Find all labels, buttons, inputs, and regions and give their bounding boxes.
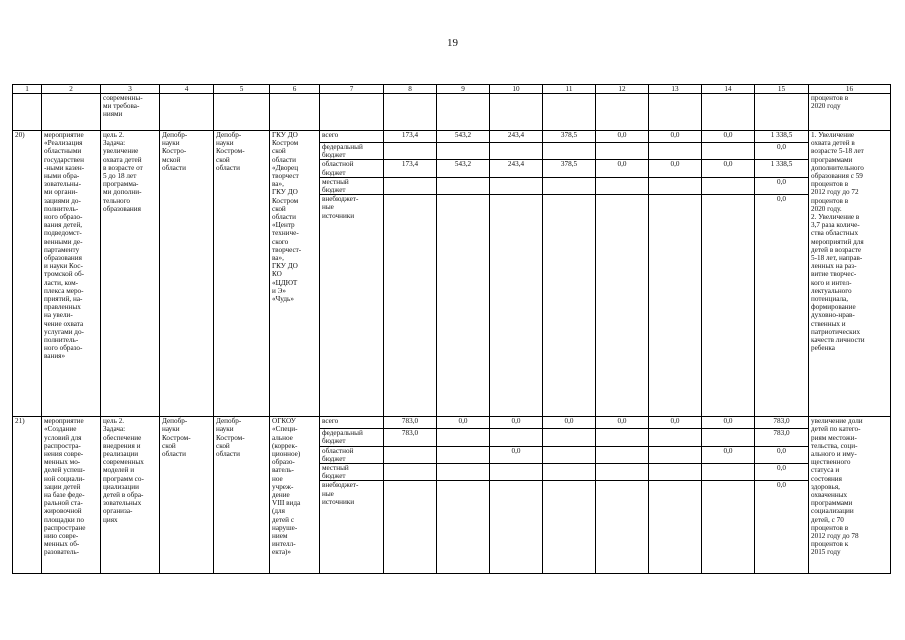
amount-cell: 243,4 [490,131,543,143]
amount-cell [596,143,649,160]
page-number: 19 [447,37,458,49]
funding-source: внебюджет- ные источники [320,481,384,574]
amount-cell [649,481,702,574]
amount-cell [702,429,755,446]
amount-cell [649,464,702,481]
amount-cell: 0,0 [596,160,649,177]
amount-cell [437,143,490,160]
amount-cell [437,177,490,194]
amount-cell [490,464,543,481]
amount-cell: 0,0 [649,160,702,177]
amount-cell [490,195,543,417]
funding-source: областной бюджет [320,160,384,177]
amount-cell: 243,4 [490,160,543,177]
amount-cell: 0,0 [755,195,809,417]
col-header: 3 [101,85,160,94]
coordinator: Депобр- науки Костром- ской области [214,417,270,574]
amount-cell [649,195,702,417]
amount-cell: 543,2 [437,131,490,143]
amount-cell: 783,0 [755,417,809,429]
funding-source: местный бюджет [320,464,384,481]
amount-cell: 0,0 [755,481,809,574]
amount-cell: 0,0 [702,417,755,429]
amount-cell [543,464,596,481]
col-header: 16 [809,85,891,94]
col-header: 14 [702,85,755,94]
amount-cell: 1 338,5 [755,131,809,143]
amount-cell [649,429,702,446]
table-row [13,131,891,417]
amount-cell [649,177,702,194]
amount-cell [596,177,649,194]
amount-cell: 783,0 [384,417,437,429]
col-header: 6 [270,85,320,94]
amount-cell: 783,0 [755,429,809,446]
coordinator: Депобр- науки Костром- ской области [214,131,270,417]
funding-source: всего [320,131,384,143]
amount-cell [702,143,755,160]
amount-cell [384,446,437,463]
amount-cell: 783,0 [384,429,437,446]
task-text: цель 2. Задача: обеспечение внедрения и реализации современных моделей и программ со- циализации детей в обра- зовательных организа- циях [101,417,160,574]
amount-cell [384,195,437,417]
col-header: 15 [755,85,809,94]
amount-cell [437,446,490,463]
amount-cell: 0,0 [543,417,596,429]
amount-cell [384,143,437,160]
amount-cell [649,143,702,160]
amount-cell: 543,2 [437,160,490,177]
amount-cell: 0,0 [702,160,755,177]
amount-cell: 0,0 [437,417,490,429]
measure-name: мероприятие «Создание условий для распростра- нения совре- менных мо- делей успеш- ной социали- зации детей на базе феде- ральной ста- жировочной площадки по распростране нию совре- менных об- разователь- [42,417,101,574]
col-header: 4 [160,85,214,94]
funding-source: всего [320,417,384,429]
executor: Депобр- науки Костром- ской области [160,417,214,574]
amount-cell [596,446,649,463]
amount-cell [437,464,490,481]
amount-cell [490,429,543,446]
amount-cell [437,195,490,417]
amount-cell [490,481,543,574]
amount-cell [384,177,437,194]
amount-cell [384,464,437,481]
carry-task-text: современны- ми требова- ниями [101,94,160,131]
finance-line [13,417,891,429]
amount-cell: 0,0 [596,131,649,143]
amount-cell [702,177,755,194]
measure-name: мероприятие «Реализация областными государствен -ными казен- ными обра- зовательны- ми органи- зациями до- полнитель- ного образо- вания детей, подведомст- венными де- партаменту образования и науки Кос- тромской об- ласти, ком- плекса меро- приятий, на- правленных на увели- чение охвата услугами до- полнитель- ного образо- вания» [42,131,101,417]
funding-source: федеральный бюджет [320,143,384,160]
amount-cell [437,481,490,574]
carry-result-text: процентов в 2020 году [809,94,891,131]
funding-source: внебюджет- ные источники [320,195,384,417]
amount-cell: 0,0 [755,446,809,463]
amount-cell: 0,0 [755,464,809,481]
amount-cell: 0,0 [490,417,543,429]
col-header: 13 [649,85,702,94]
col-header: 10 [490,85,543,94]
amount-cell [596,429,649,446]
carry-over-row [13,94,891,131]
amount-cell: 378,5 [543,131,596,143]
amount-cell: 0,0 [755,177,809,194]
amount-cell: 0,0 [649,131,702,143]
amount-cell: 0,0 [649,417,702,429]
amount-cell [702,195,755,417]
amount-cell: 378,5 [543,160,596,177]
amount-cell: 1 338,5 [755,160,809,177]
amount-cell [543,177,596,194]
amount-cell [543,446,596,463]
amount-cell: 0,0 [490,446,543,463]
amount-cell [543,143,596,160]
col-header: 11 [543,85,596,94]
amount-cell [490,177,543,194]
amount-cell: 0,0 [596,417,649,429]
funding-source: областной бюджет [320,446,384,463]
amount-cell [490,143,543,160]
amount-cell [543,195,596,417]
col-header: 1 [13,85,42,94]
expected-result: увеличение доли детей по катего- риям местожи- тельства, соци- ального и иму- щественного статуса и состояния здоровья, охваченных программами социализации детей, с 70 процентов в 2012 году до 78 процентов к 2015 году [809,417,891,574]
table-row [13,417,891,574]
executor: Депобр- науки Костро- мской области [160,131,214,417]
col-header: 7 [320,85,384,94]
column-number-row [13,85,891,94]
amount-cell [437,429,490,446]
amount-cell: 173,4 [384,160,437,177]
col-header: 8 [384,85,437,94]
funding-source: федеральный бюджет [320,429,384,446]
col-header: 12 [596,85,649,94]
col-header: 9 [437,85,490,94]
finance-line [13,131,891,143]
task-text: цель 2. Задача: увеличение охвата детей в возрасте от 5 до 18 лет программа- ми дополни- тельного образования [101,131,160,417]
row-number: 21) [13,417,42,574]
col-header: 5 [214,85,270,94]
amount-cell [596,464,649,481]
amount-cell: 0,0 [755,143,809,160]
program-table [12,84,891,574]
funding-source: местный бюджет [320,177,384,194]
amount-cell [543,429,596,446]
amount-cell [543,481,596,574]
row-number: 20) [13,131,42,417]
participants: ОГКОУ «Специ- альное (коррек- ционное) образо- ватель- ное учреж- дение VIII вида (для детей с наруше- нием интелл- екта)» [270,417,320,574]
amount-cell [649,446,702,463]
expected-result: 1. Увеличение охвата детей в возрасте 5-18 лет программами дополнительного образования с 59 процентов в 2012 году до 72 процентов в 2020 году. 2. Увеличение в 3,7 раза количе- ства областных мероприятий для детей в возрасте 5-18 лет, направ- ленных на раз- витие творчес- кого и интел- лектуального потенциала, формирование духовно-нрав- ственных и патриотических качеств личности ребенка [809,131,891,417]
amount-cell [702,464,755,481]
amount-cell [702,481,755,574]
col-header: 2 [42,85,101,94]
amount-cell: 0,0 [702,446,755,463]
amount-cell: 173,4 [384,131,437,143]
amount-cell [384,481,437,574]
participants: ГКУ ДО Костром ской области «Дворец творчест ва», ГКУ ДО Костром ской области «Центр техниче- ского творчест- ва», ГКУ ДО КО «ЦДЮТ и Э» «Чудь» [270,131,320,417]
amount-cell: 0,0 [702,131,755,143]
amount-cell [596,481,649,574]
amount-cell [596,195,649,417]
